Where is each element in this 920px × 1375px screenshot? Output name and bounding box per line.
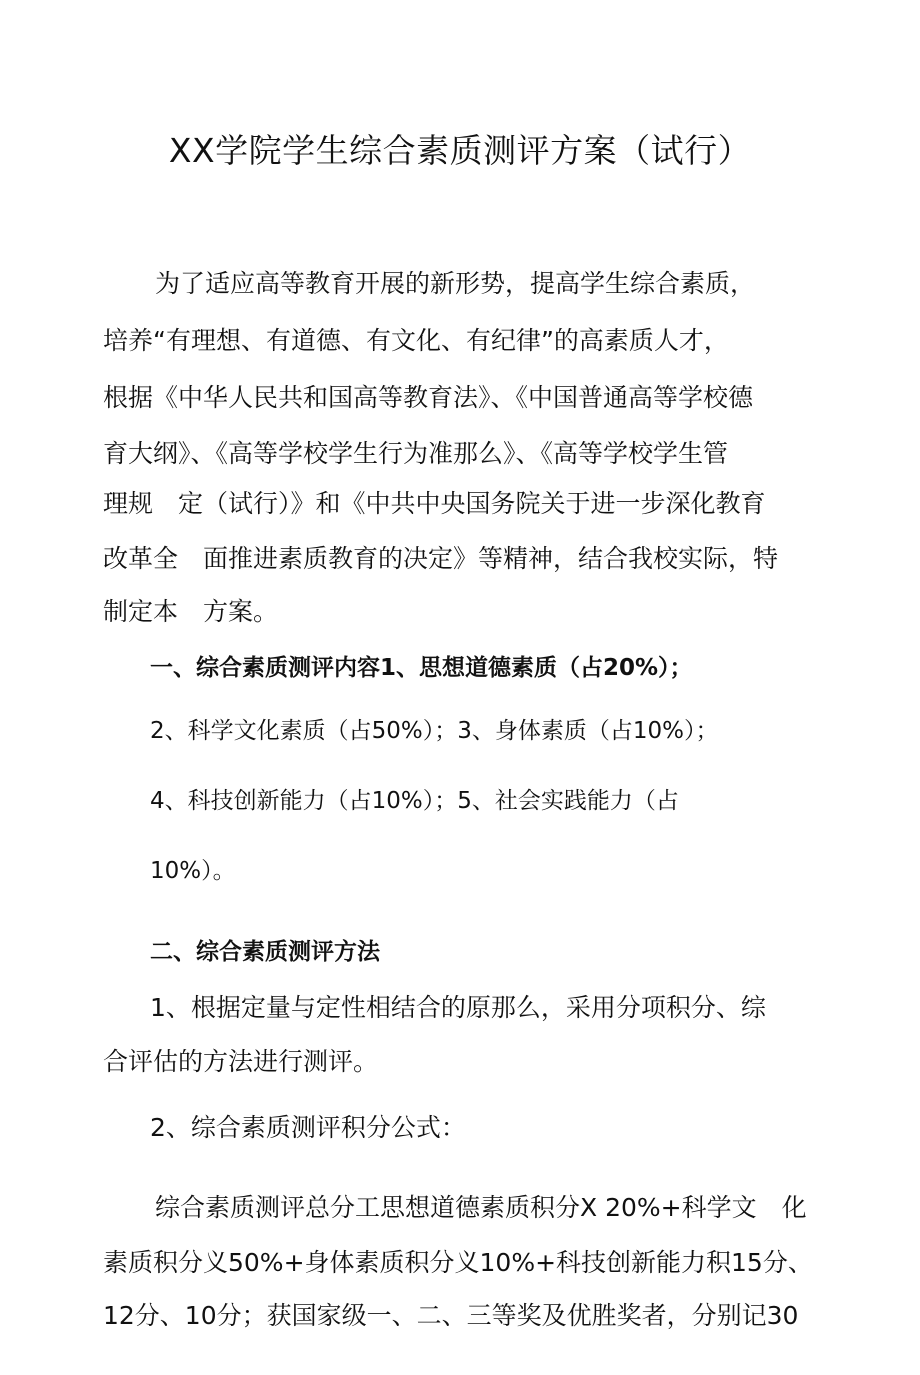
intro-line: 为了适应高等教育开展的新形势，提高学生综合素质， xyxy=(155,269,756,298)
intro-line: 培养“有理想、有道德、有文化、有纪律”的高素质人才， xyxy=(103,326,729,355)
intro-line: 改革全 面推进素质教育的决定》等精神，结合我校实际，特 xyxy=(103,544,779,573)
intro-line: 根据《中华人民共和国高等教育法》、《中国普通高等学校德 xyxy=(103,383,754,412)
formula-label: 2、综合素质测评积分公式： xyxy=(150,1113,466,1142)
intro-line: 理规 定（试行）》和《中共中央国务院关于进一步深化教育 xyxy=(103,489,766,518)
section-heading-method: 二、综合素质测评方法 xyxy=(150,939,380,965)
section-heading-content: 一、综合素质测评内容1、思想道德素质（占20%）； xyxy=(150,655,693,681)
content-item: 10%）。 xyxy=(150,858,236,884)
content-item: 4、科技创新能力（占10%）；5、社会实践能力（占 xyxy=(150,788,679,814)
document-title: XX学院学生综合素质测评方案（试行） xyxy=(168,131,752,170)
formula-line: 素质积分义50%+身体素质积分义10%+科技创新能力积15分、 xyxy=(103,1248,813,1277)
method-line: 合评估的方法进行测评。 xyxy=(103,1047,379,1076)
method-line: 1、根据定量与定性相结合的原那么，采用分项积分、综 xyxy=(150,993,766,1022)
formula-line: 综合素质测评总分工思想道德素质积分X 20%+科学文 化 xyxy=(155,1193,807,1222)
intro-line: 育大纲》、《高等学校学生行为准那么》、《高等学校学生管 xyxy=(103,439,729,468)
intro-line: 制定本 方案。 xyxy=(103,597,279,626)
formula-line: 12分、10分；获国家级一、二、三等奖及优胜奖者，分别记30 xyxy=(103,1301,799,1330)
content-item: 2、科学文化素质（占50%）；3、身体素质（占10%）； xyxy=(150,718,719,744)
